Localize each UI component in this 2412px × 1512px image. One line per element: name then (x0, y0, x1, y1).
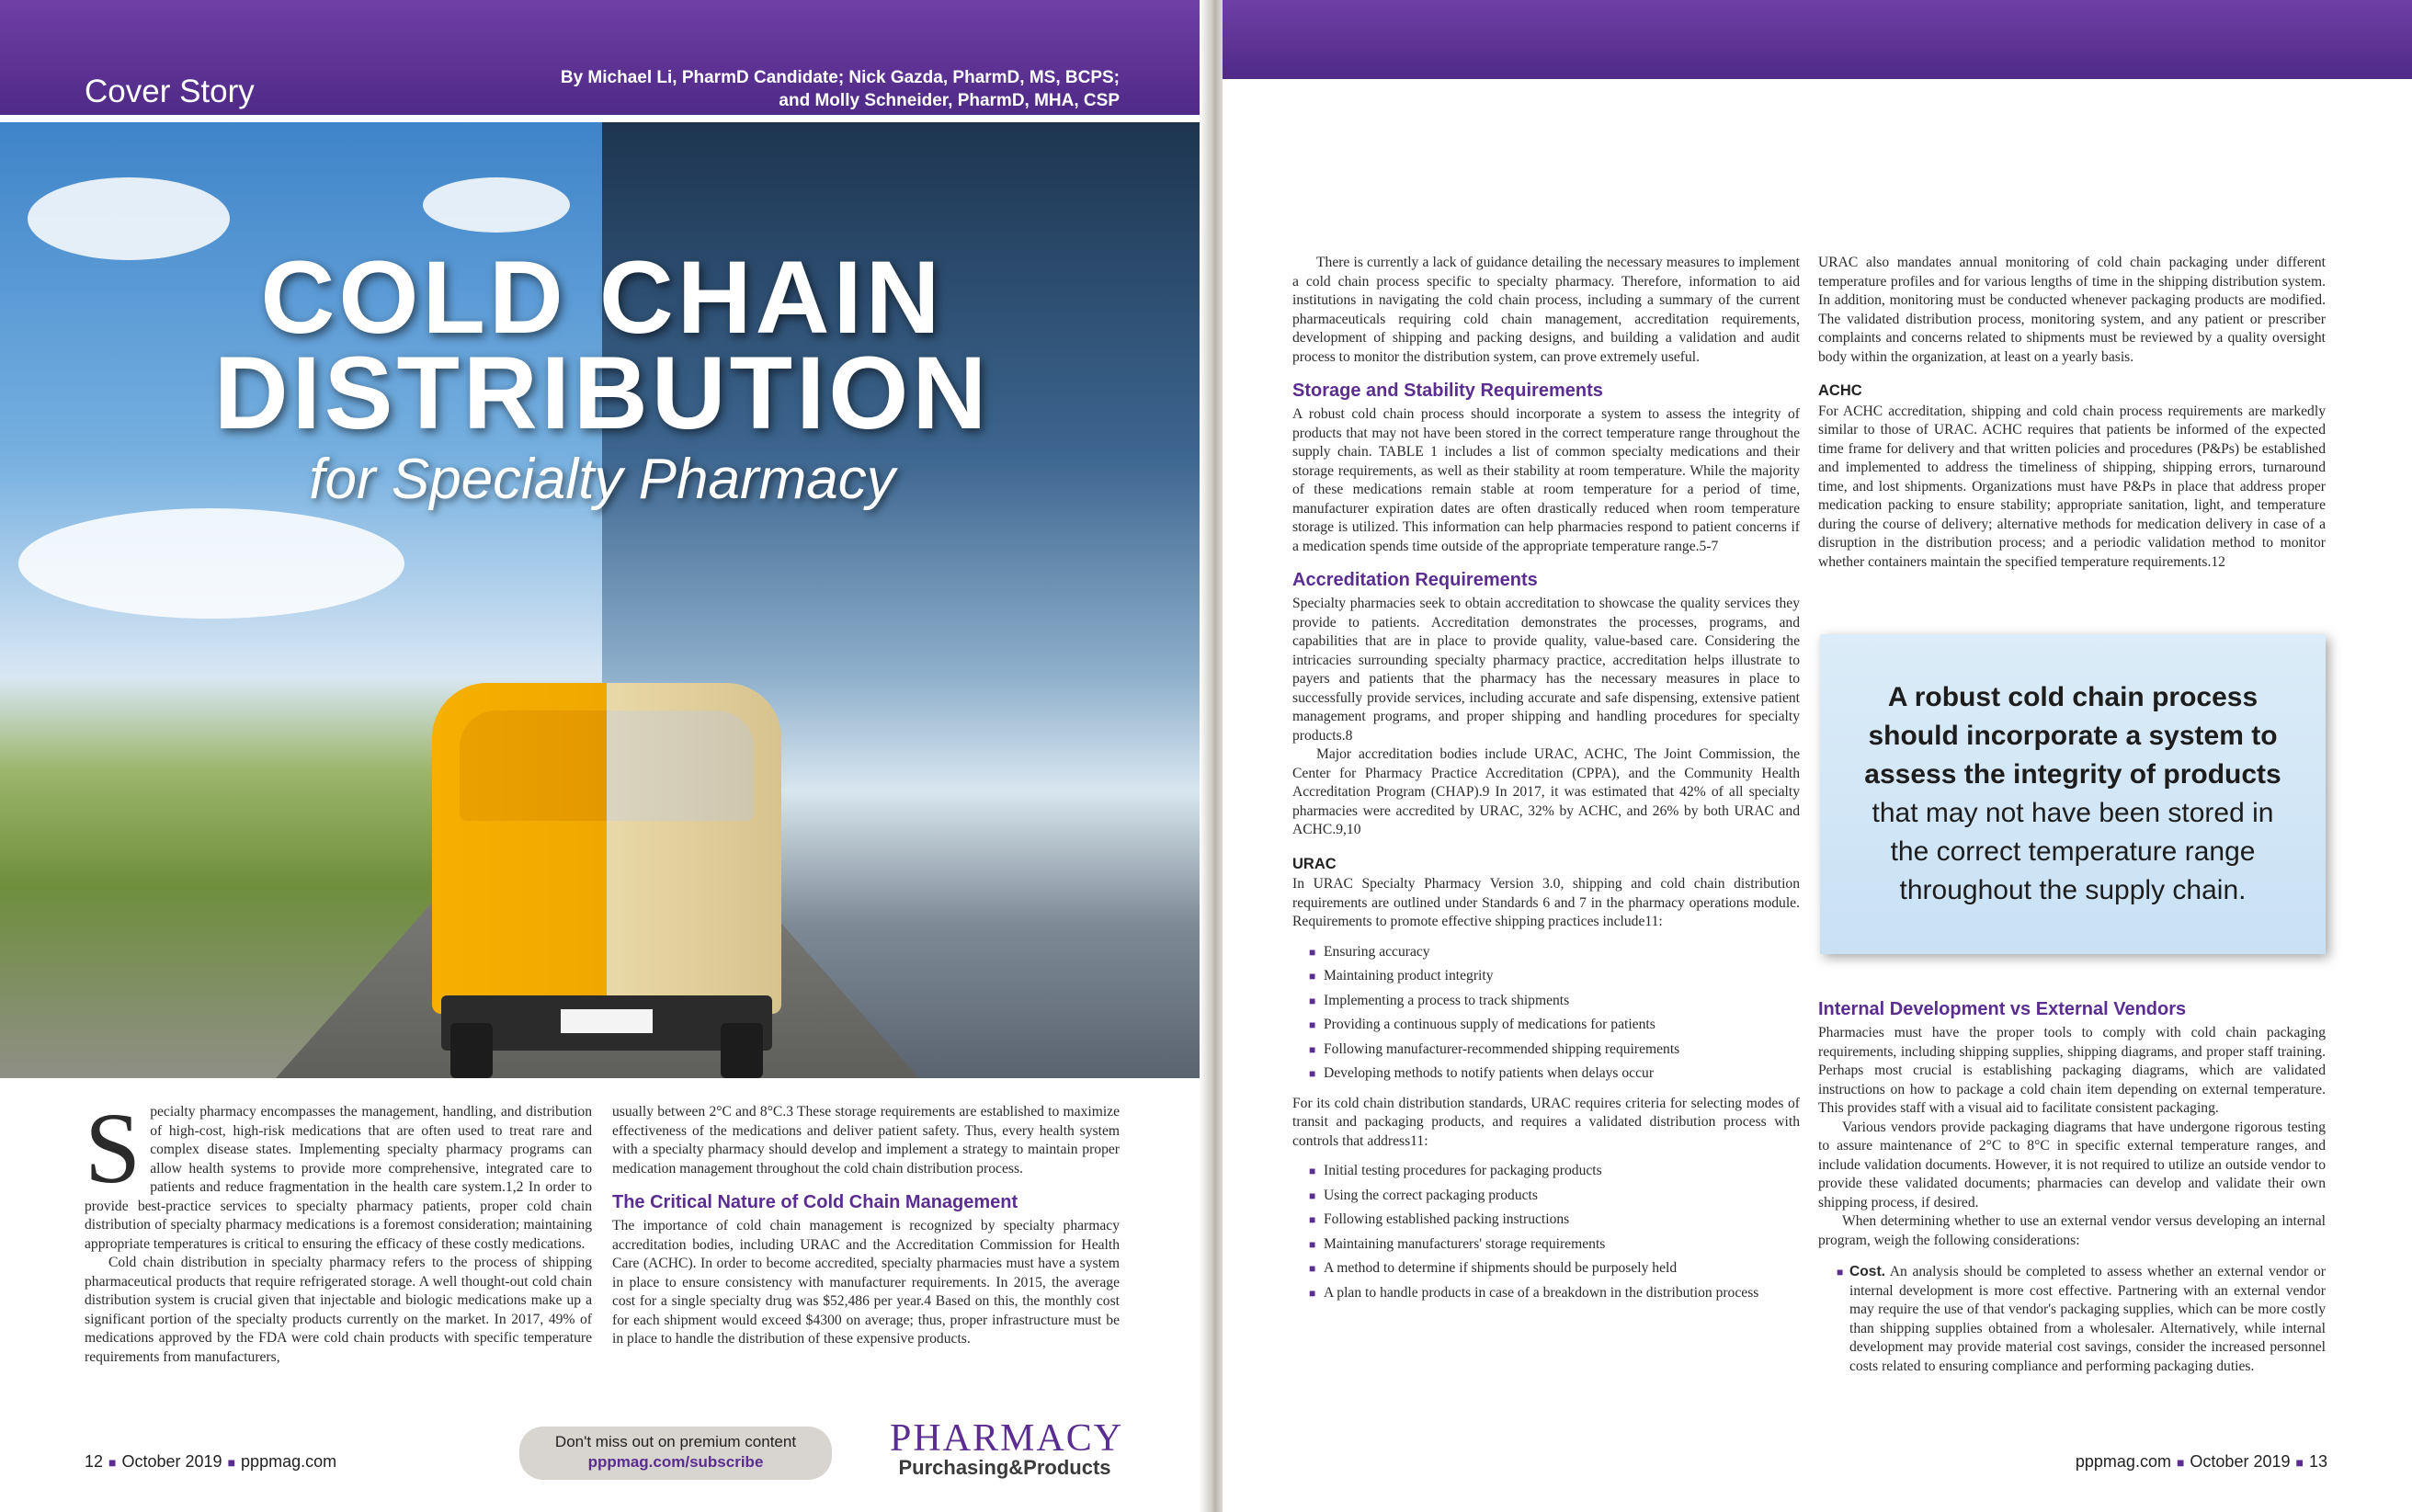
list-item: ■ Maintaining product integrity (1313, 967, 1800, 986)
site-url: pppmag.com (241, 1452, 337, 1471)
pull-quote-bold: A robust cold chain process should incorporate a system to assess the integrity of products (1864, 682, 2281, 790)
section-label: Cover Story (85, 74, 255, 109)
top-banner (1223, 0, 2412, 79)
paragraph: Pharmacies must have the proper tools to comply with cold chain packaging requirements, including shipping supplies, shipping diagrams, and proper staff training. Perhaps most crucial is establishing packaging diagrams, which are validated instructions on how to package a cold chain item depending on external temperature. This provides staff with a visual aid to facilitate consistent packaging. (1818, 1025, 2326, 1116)
cost-label: Cost. (1849, 1264, 1885, 1279)
list-item: ■ A method to determine if shipments should be purposely held (1313, 1259, 1800, 1279)
right-footer (2076, 1452, 2327, 1472)
page-number: 12 (85, 1452, 104, 1471)
paragraph: pecialty pharmacy encompasses the management, handling, and distribution of high-cost, high-risk medications that are often used to treat rare and complex disease states. Implementing specialty pharmacy programs can allow health systems to provide more comprehensive, integrated care to patients and reduce fragmentation in the health care system.1,2 In order to provide best-practice services to specialty pharmacy patients, proper cold chain distribution of specialty pharmacy medications is a foremost consideration; maintaining appropriate temperatures is critical to ensuring the efficacy of these costly medications. (85, 1104, 592, 1252)
cover-title (0, 240, 1204, 513)
pull-quote (1820, 634, 2326, 954)
subtitle: for Specialty Pharmacy (309, 448, 895, 511)
paragraph: For ACHC accreditation, shipping and cold chain process requirements are markedly similar to those of URAC. ACHC requires that patients be informed of the expected time frame for delivery and that written policies and procedures (P&Ps) be established and implemented to address the timeliness of shipping, shipping errors, turnaround time, and lost shipments. Organizations must have P&Ps in place that address proper medication packing to ensure stability; appropriate sanitation, light, and temperature during the course of delivery; alternative methods for medication delivery in case of a disruption in the distribution process; and a periodic validation method to monitor whether containers maintain the specified temperature requirements.12 (1818, 403, 2326, 570)
cloud (423, 177, 570, 233)
list-item: ■ Providing a continuous supply of medications for patients (1313, 1016, 1800, 1035)
logo-line-2: Purchasing&Products (898, 1456, 1111, 1479)
list-item: ■ Following established packing instructions (1313, 1211, 1800, 1230)
byline-line-1: By Michael Li, PharmD Candidate; Nick Gazda, PharmD, MS, BCPS; (560, 68, 1120, 87)
magazine-logo (890, 1417, 1124, 1479)
pull-quote-rest: that may not have been stored in the correct temperature range throughout the supply chain. (1872, 798, 2274, 905)
paragraph: Major accreditation bodies include URAC, ACHC, The Joint Commission, the Center for Pharmacy Practice Accreditation (CPPA), and the Community Health Accreditation Program (CHAP).9 In 2017, it was estimated that 42% of all specialty pharmacies were accredited by URAC, 32% by ACHC, and 26% by both URAC and ACHC.9,10 (1292, 746, 1800, 837)
square-bullet-icon: ■ (227, 1455, 236, 1470)
left-page (0, 0, 1204, 1512)
controls-list (1313, 1162, 1800, 1302)
paragraph: The importance of cold chain management is recognized by specialty pharmacy accreditation bodies, including URAC and the Accreditation Commission for Health Care (ACHC). In order to become accredited, specialty pharmacies must have a system in place to ensure consistency with manufacturer requirements. In 2015, the average cost for a single specialty drug was $52,486 per year.4 Based on this, the monthly cost for each shipment would exceed $4300 on average; thus, proper infrastructure must be in place to handle the distribution of these expensive products. (612, 1218, 1120, 1347)
section-heading: Internal Development vs External Vendors (1818, 999, 2187, 1019)
paragraph: There is currently a lack of guidance detailing the necessary measures to implement a cold chain process specific to specialty pharmacy. Therefore, information to aid institutions in navigating the cold chain process, including a summary of the current pharmaceuticals requiring cold chain management, accreditation requirements, development of shipping and packing designs, and building a validation and audit process to monitor the distribution system, can prove extremely useful. (1292, 255, 1800, 365)
title-line-1: COLD CHAIN (260, 240, 944, 355)
list-item: ■ Implementing a process to track shipments (1313, 992, 1800, 1011)
issue-date: October 2019 (2190, 1452, 2291, 1471)
paragraph: When determining whether to use an external vendor versus developing an internal program, weigh the following considerations: (1818, 1213, 2326, 1248)
section-heading: Storage and Stability Requirements (1292, 381, 1603, 401)
section-heading: Accreditation Requirements (1292, 570, 1538, 590)
considerations-list (1837, 1263, 2326, 1376)
list-item: ■ Using the correct packaging products (1313, 1187, 1800, 1206)
right-column-2 (1818, 254, 2326, 572)
drop-cap: S (85, 1092, 142, 1204)
paragraph: Various vendors provide packaging diagrams that have undergone rigorous testing to assure maintenance of 2°C to 8°C in specific external temperature ranges, and include validation documents. However, it is not required to utilize an outside vendor to provide these validated documents; pharmacies can develop and validate their own shipping process, if desired. (1818, 1119, 2326, 1211)
right-page (1223, 0, 2412, 1512)
paragraph: Specialty pharmacies seek to obtain accreditation to showcase the quality services they provide to patients. Accreditation demonstrates the processes, programs, and capabilities that are in place to provide quality, value-based care. Considering the intricacies surrounding specialty pharmacy practice, accreditation helps illustrate to payers and patients that the pharmacy has the necessary measures in place to successfully provide services, including accurate and safe dispensing, extensive patient management programs, and proper shipping and handling procedures for specialty products.8 (1292, 596, 1800, 744)
subheading: URAC (1292, 855, 1337, 872)
cloud (28, 177, 230, 260)
square-bullet-icon: ■ (2176, 1455, 2185, 1470)
cost-text: An analysis should be completed to assess whether an external vendor or internal development is more cost effective. Partnering with an external vendor may require the use of that vendor's packaging supplies, which can be more costly than shipping supplies obtained from a wholesaler. Alternatively, while internal development may provide material cost savings, consider the increased personnel costs related to ensuring compliance and performing packaging duties. (1849, 1264, 2326, 1374)
site-url: pppmag.com (2075, 1452, 2171, 1471)
subscribe-promo[interactable] (519, 1427, 832, 1480)
issue-date: October 2019 (121, 1452, 222, 1471)
section-heading: The Critical Nature of Cold Chain Management (612, 1192, 1018, 1212)
byline-line-2: and Molly Schneider, PharmD, MHA, CSP (779, 91, 1120, 110)
subscribe-link[interactable]: pppmag.com/subscribe (587, 1453, 764, 1471)
list-item: ■ Ensuring accuracy (1313, 943, 1800, 962)
page-number: 13 (2308, 1452, 2327, 1471)
list-item: ■ A plan to handle products in case of a breakdown in the distribution process (1313, 1284, 1800, 1303)
delivery-van (432, 683, 781, 1078)
cloud (18, 508, 404, 619)
requirements-list (1313, 943, 1800, 1084)
square-bullet-icon: ■ (108, 1455, 117, 1470)
logo-line-1: PHARMACY (890, 1417, 1124, 1460)
byline (561, 66, 1120, 112)
left-footer (85, 1452, 336, 1472)
wheel (721, 1023, 763, 1078)
list-item: ■ Maintaining manufacturers' storage requirements (1313, 1235, 1800, 1255)
paragraph: URAC also mandates annual monitoring of cold chain packaging under different temperature profiles and for various lengths of time in the shipping distribution system. In addition, monitoring must be conducted whenever packaging products are modified. The validated distribution process, monitoring system, and any patient or prescriber complaints and concerns related to shipments must be reviewed by a quality oversight body within the organization, at least on a yearly basis. (1818, 255, 2326, 365)
left-column-2 (612, 1103, 1120, 1349)
van-window (460, 711, 754, 821)
subheading: ACHC (1818, 382, 1862, 399)
list-item: ■ Initial testing procedures for packaging products (1313, 1162, 1800, 1181)
pull-quote-text (1820, 678, 2326, 910)
left-column-1 (85, 1092, 592, 1367)
paragraph: In URAC Specialty Pharmacy Version 3.0, shipping and cold chain distribution requirements are outlined under Standards 6 and 7 in the pharmacy operations module. Requirements to promote effective shipping practices include11: (1292, 876, 1800, 929)
title-line-2: DISTRIBUTION (213, 335, 991, 450)
right-column-2-lower (1818, 985, 2326, 1376)
promo-text: Don't miss out on premium content (554, 1433, 797, 1450)
paragraph: For its cold chain distribution standards, URAC requires criteria for selecting modes of transit and packaging products, and requires a validated distribution process with controls that address11: (1292, 1095, 1800, 1149)
square-bullet-icon: ■ (2295, 1455, 2304, 1470)
right-column-1 (1292, 254, 1800, 1313)
list-item (1837, 1263, 2326, 1376)
list-item: ■ Developing methods to notify patients when delays occur (1313, 1064, 1800, 1084)
paragraph: A robust cold chain process should incorporate a system to assess the integrity of products that may not have been stored in the correct temperature range throughout the supply chain. TABLE 1 includes a list of common specialty medications and their storage requirements, as well as their stability at room temperature. While the majority of these medications remain stable at room temperature for a period of time, manufacturer expiration dates are often drastically reduced when room temperature storage is utilized. This information can help pharmacies respond to patient concerns if a medication spends time outside of the appropriate temperature range.5-7 (1292, 406, 1800, 554)
paragraph: Cold chain distribution in specialty pharmacy refers to the process of shipping pharmaceutical products that require refrigerated storage. A well thought-out cold chain distribution system is crucial given that injectable and biologic medications make up a significant portion of the specialty products currently on the market. In 2017, 49% of medications approved by the FDA were cold chain products with specific temperature requirements from manufacturers, (85, 1255, 592, 1365)
license-plate (561, 1009, 653, 1033)
wheel (450, 1023, 493, 1078)
paragraph: usually between 2°C and 8°C.3 These storage requirements are established to maximize effectiveness of the medications and deliver patient safety. Thus, every health system with a specialty pharmacy should develop and implement a strategy to maintain proper medication management throughout the cold chain distribution process. (612, 1104, 1120, 1177)
list-item: ■ Following manufacturer-recommended shipping requirements (1313, 1040, 1800, 1060)
